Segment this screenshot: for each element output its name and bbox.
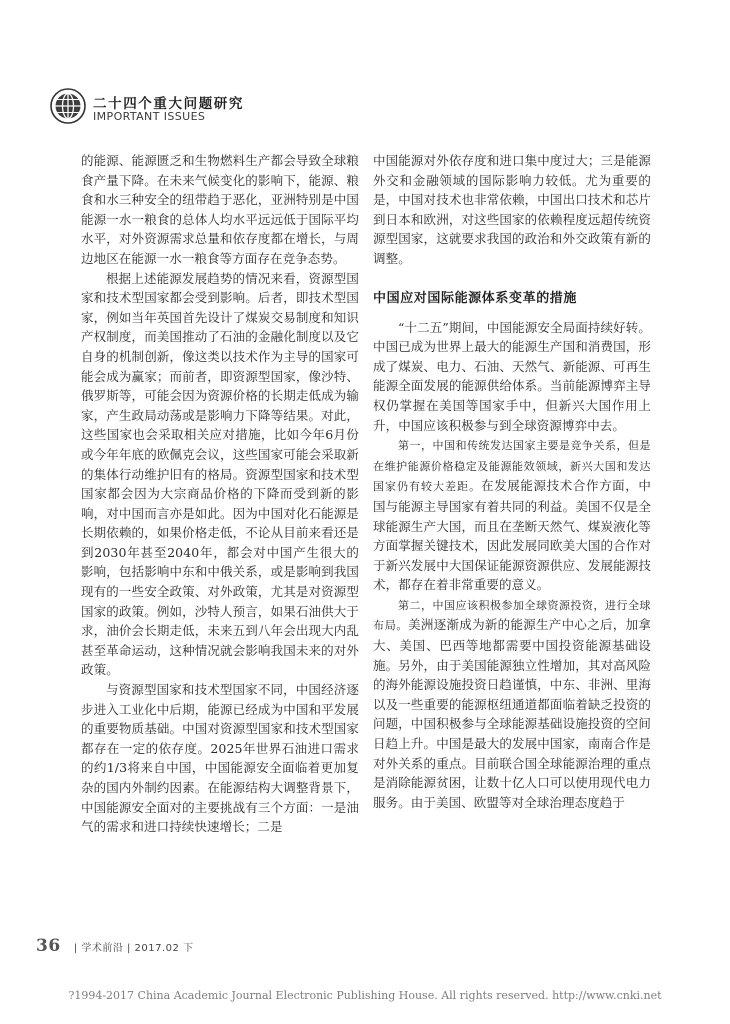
page-footer	[36, 936, 194, 956]
paragraph-continued: 中国能源对外依存度和进口集中度过大；三是能源外交和金融领域的国际影响力较低。尤为重要的是，中国对技术也非常依赖，中国出口技术和芯片到日本和欧洲，对这些国家的依赖程度远超传统资源型国家，这就要求我国的政治和外交政策有新的调整。	[373, 153, 651, 266]
publication-info: | 学术前沿 | 2017.02 下	[73, 943, 194, 954]
globe-icon	[50, 88, 86, 124]
paragraph-continued: 的能源、能源匮乏和生物燃料生产都会导致全球粮食产量下降。在未来气候变化的影响下，能源、粮食和水三种安全的纽带趋于恶化，亚洲特别是中国能源一水一粮食的总体人均水平远远低于国际平均水平，对外资源需求总量和依存度都在增长，与周边地区在能源一水一粮食等方面存在竞争态势。	[81, 153, 359, 266]
point-2-body: 美洲逐渐成为新的能源生产中心之后，加拿大、美国、巴西等地都需要中国投资能源基础设施。另外，由于美国能源独立性增加，其对高风险的海外能源设施投资日趋谨慎，中东、非洲、里海以及一些重要的能源枢纽通道都面临着缺乏投资的问题，中国积极参与全球能源基础设施投资的空间日趋上升。中国是最大的发展中国家，南南合作是对外关系的重点。目前联合国全球能源治理的重点是消除能源贫困，让数十亿人口可以使用现代电力服务。由于美国、欧盟等对全球治理态度趋于	[373, 617, 652, 810]
paragraph-point-2	[373, 595, 651, 813]
journal-section-title: 二十四个重大问题研究	[93, 96, 244, 112]
point-1-body: 在发展能源技术合作方面，中国与能源主导国家有着共同的利益。美国不仅是全球能源生产大国，而且在垄断天然气、煤炭液化等方面掌握关键技术，因此发展同欧美大国的合作对于新兴发展中大国保证能源资源供应、发展能源技术，都存在着非常重要的意义。	[373, 478, 652, 593]
paragraph: 与资源型国家和技术型国家不同，中国经济逐步进入工业化中后期，能源已经成为中国和平发展的重要物质基础。中国对资源型国家和技术型国家都存在一定的依存度。2025年世界石油进口需求的约1/3将来自中国，中国能源安全面临着更加复杂的国内外制约因素。在能源结构大调整背景下，中国能源安全面对的主要挑战有三个方面：一是油气的需求和进口持续快速增长；二是	[81, 682, 359, 835]
right-column	[373, 151, 651, 812]
page-header	[50, 86, 310, 130]
section-heading: 中国应对国际能源体系变革的措施	[373, 290, 578, 306]
paragraph-point-1	[373, 435, 651, 595]
left-column	[81, 151, 359, 837]
journal-section-subtitle: IMPORTANT ISSUES	[93, 110, 206, 123]
copyright-notice: ?1994-2017 China Academic Journal Electronic Publishing House. All rights reserved. http://www.cnki.net	[68, 989, 662, 1002]
paragraph: 根据上述能源发展趋势的情况来看，资源型国家和技术型国家都会受到影响。后者，即技术型国家，例如当年英国首先设计了煤炭交易制度和知识产权制度，而美国推动了石油的金融化制度以及它自身的机制创新，像这类以技术作为主导的国家可能会成为赢家；而前者，即资源型国家，像沙特、俄罗斯等，可能会因为资源价格的长期走低成为输家，产生政局动荡或是影响力下降等结果。对此，这些国家也会采取相关应对措施，比如今年6月份或今年年底的欧佩克会议，这些国家可能会采取新的集体行动维护旧有的格局。资源型国家和技术型国家都会因为大宗商品价格的下降而受到新的影响，对中国而言亦是如此。因为中国对化石能源是长期依赖的，如果价格走低，不论从目前来看还是到2030年甚至2040年，都会对中国产生很大的影响，包括影响中东和中俄关系，或是影响到我国现有的一些安全政策、对外政策，尤其是对资源型国家的政策。例如，沙特人预言，如果石油供大于求，油价会长期走低，未来五到八年会出现大内乱甚至革命运动，这种情况就会影响我国未来的对外政策。	[81, 270, 359, 678]
point-1-lead: 第一，中国和传统发达国家主要是竞争关系，但是在维护能源价格稳定及能源能效领域，新兴大国和发达国家仍有较大差距。	[373, 439, 651, 494]
point-2-lead: 第二，中国应该积极参加全球资源投资，进行全球布局。	[373, 598, 651, 633]
paragraph: “十二五”期间，中国能源安全局面持续好转。中国已成为世界上最大的能源生产国和消费国，形成了煤炭、电力、石油、天然气、新能源、可再生能源全面发展的能源供给体系。当前能源博弈主导权仍掌握在美国等国家手中，但新兴大国作用上升，中国应该积极参与到全球资源博弈中去。	[373, 319, 651, 433]
page-number: 36	[36, 936, 61, 956]
